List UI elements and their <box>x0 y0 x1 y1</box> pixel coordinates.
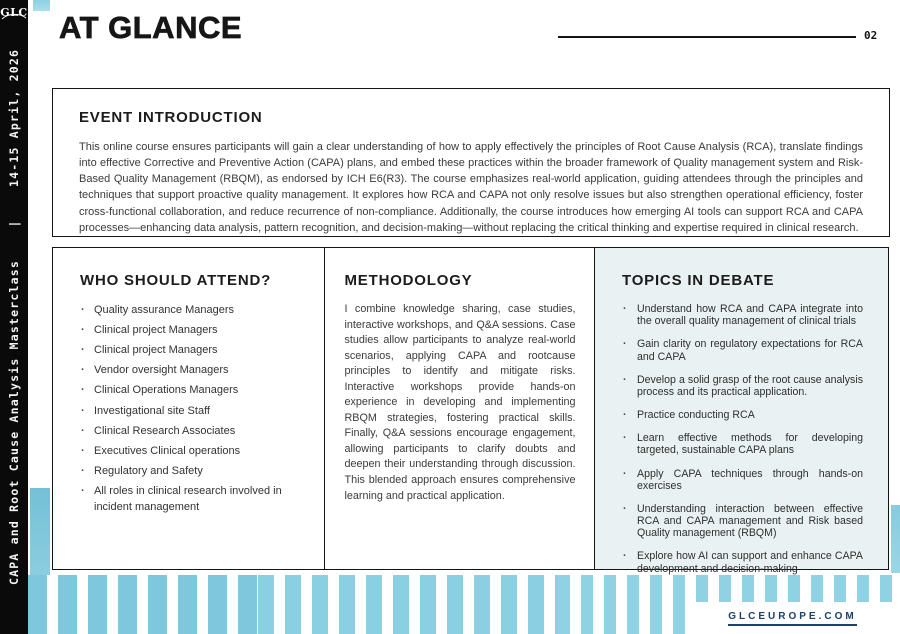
event-introduction-heading: EVENT INTRODUCTION <box>79 109 263 126</box>
list-item: · Explore how AI can support and enhance CAPA development and decision-making <box>622 550 863 574</box>
page-number: 02 <box>864 29 878 42</box>
list-item: · Executives Clinical operations <box>80 444 308 460</box>
stripe-decoration-topleft <box>33 0 50 11</box>
list-item: · Develop a solid grasp of the root cause analysis process and its practical application. <box>622 374 863 398</box>
list-item: · Apply CAPA techniques through hands-on exercises <box>622 468 863 492</box>
logo-text: GLC <box>0 6 28 19</box>
sidebar-vertical-title: CAPA and Root Cause Analysis Masterclass | 14-15 April, 2026 <box>7 48 21 585</box>
page-title: AT GLANCE <box>59 10 243 45</box>
event-introduction-body: This online course ensures participants will gain a clear understanding of how to apply effectively the principles of Root Cause Analysis (RCA), translate findings into effective Corrective and Preventive Action (CAPA) plans, and embed these practices within the broader framework of Quality management system and Risk-Based Quality Management (RBQM), as endorsed by ICH E6(R3). The course emphasizes real-world application, guiding attendees through the principles and techniques that support proactive quality management. It explores how RCA and CAPA not only resolve issues but also strengthen operational efficiency, foster cross-functional collaboration, and reduce recurrence of non-compliance. Additionally, the course introduces how emerging AI tools can support RCA and CAPA processes—enhancing data analysis, pattern recognition, and decision-making—without replacing the critical thinking and expertise required in clinical research. <box>79 141 863 234</box>
who-should-attend-heading: WHO SHOULD ATTEND? <box>80 272 272 289</box>
topics-in-debate-list <box>622 303 863 575</box>
website-link[interactable] <box>685 602 900 634</box>
list-item: · Clinical Operations Managers <box>80 383 308 399</box>
list-item: · All roles in clinical research involved in incident management <box>80 484 308 515</box>
stripe-segment <box>28 575 258 634</box>
list-item: · Clinical Research Associates <box>80 424 308 440</box>
list-item: · Gain clarity on regulatory expectations for RCA and CAPA <box>622 338 863 362</box>
topics-in-debate-panel <box>594 247 889 575</box>
list-item: · Understanding interaction between effective RCA and CAPA management and Risk based Quality management (RBQM) <box>622 503 863 540</box>
columns-section <box>52 247 890 575</box>
list-item: · Understand how RCA and CAPA integrate into the overall quality management of clinical trials <box>622 303 863 327</box>
list-item: · Practice conducting RCA <box>622 409 863 421</box>
list-item: · Clinical project Managers <box>80 343 308 359</box>
stripe-segment <box>258 575 558 634</box>
logo-swoosh-icon <box>1 9 27 27</box>
list-item: · Regulatory and Safety <box>80 464 308 480</box>
list-item: · Clinical project Managers <box>80 323 308 339</box>
who-should-attend-panel <box>52 247 325 570</box>
methodology-panel <box>324 247 596 570</box>
topics-in-debate-heading: TOPICS IN DEBATE <box>622 272 775 289</box>
header-rule <box>558 36 856 38</box>
website-link-label[interactable]: GLCEUROPE.COM <box>728 611 856 626</box>
event-introduction-section <box>52 88 890 237</box>
stripe-decoration-right <box>891 505 900 573</box>
who-should-attend-list <box>80 303 308 515</box>
methodology-heading: METHODOLOGY <box>344 272 473 289</box>
sidebar <box>0 0 28 634</box>
glc-logo <box>0 6 28 19</box>
list-item: · Vendor oversight Managers <box>80 363 308 379</box>
list-item: · Quality assurance Managers <box>80 303 308 319</box>
list-item: · Learn effective methods for developing targeted, sustainable CAPA plans <box>622 432 863 456</box>
list-item: · Investigational site Staff <box>80 404 308 420</box>
methodology-body: I combine knowledge sharing, case studies, interactive workshops, and Q&A sessions. Case studies allow participants to analyze real-world scenarios, applying CAPA and rootcause principles to identify and mitigate risks. Interactive workshops provide hands-on experience in developing and implementing RBQM strategies, fostering practical skills. Finally, Q&A sessions encourage engagement, allowing participants to clarify doubts and deepen their understanding through discussion. This blended approach ensures comprehensive learning and practical application. <box>344 303 576 502</box>
